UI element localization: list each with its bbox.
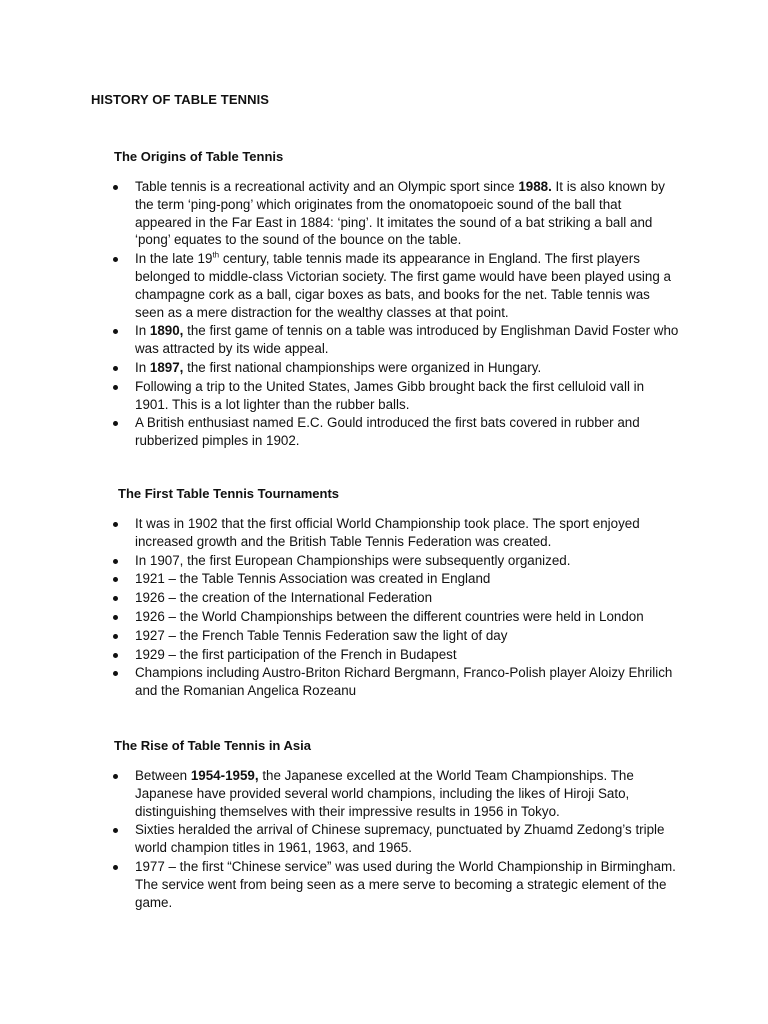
list-item-text: In 1907, the first European Championships were subsequently organized.: [135, 552, 571, 568]
list-item-text: 1977 – the first “Chinese service” was used during the World Championship in Birmingham. The service went from being seen as a mere serve to becoming a strategic element of the game.: [135, 858, 676, 910]
bullet-icon: [113, 185, 118, 190]
list-item-text: Following a trip to the United States, James Gibb brought back the first celluloid vall in 1901. This is a lot lighter than the rubber balls.: [135, 378, 645, 412]
bullet-icon: [113, 774, 118, 779]
bullet-icon: [113, 653, 118, 658]
list-item-text: In 1897, the first national championships were organized in Hungary.: [135, 359, 542, 375]
asia-bullet-list: [0, 767, 768, 912]
bullet-icon: [113, 329, 118, 334]
list-item-text: In 1890, the first game of tennis on a table was introduced by Englishman David Foster who was attracted by its wide appeal.: [135, 323, 679, 357]
document-title: HISTORY OF TABLE TENNIS: [91, 92, 270, 107]
list-item: [0, 515, 680, 551]
bullet-icon: [113, 522, 118, 527]
list-item-text: 1929 – the first participation of the French in Budapest: [135, 646, 457, 662]
bullet-icon: [113, 385, 118, 390]
bullet-icon: [113, 257, 118, 262]
list-item: [0, 570, 680, 588]
bullet-icon: [113, 634, 118, 639]
list-item: [0, 552, 680, 570]
bullet-icon: [113, 865, 118, 870]
list-item-text: 1926 – the creation of the International Federation: [135, 590, 433, 606]
list-item: [0, 589, 680, 607]
list-item-text: 1926 – the World Championships between the different countries were held in London: [135, 608, 644, 624]
list-item-text: Sixties heralded the arrival of Chinese supremacy, punctuated by Zhuamd Zedong’s triple world champion titles in 1961, 1963, and 1965.: [135, 822, 665, 856]
bullet-icon: [113, 559, 118, 564]
list-item: [0, 178, 680, 249]
list-item-text: Between 1954-1959, the Japanese excelled at the World Team Championships. The Japanese have provided several world champions, including the likes of Hiroji Sato, distinguishing themselves with their impressive results in 1956 in Tokyo.: [135, 768, 634, 819]
list-item-text: A British enthusiast named E.C. Gould introduced the first bats covered in rubber and rubberized pimples in 1902.: [135, 415, 640, 449]
list-item: [0, 664, 680, 700]
section-heading-tournaments: The First Table Tennis Tournaments: [118, 486, 340, 501]
bullet-icon: [113, 577, 118, 582]
list-item: [0, 250, 680, 321]
list-item-text: Champions including Austro-Briton Richard Bergmann, Franco-Polish player Aloizy Ehrilich and the Romanian Angelica Rozeanu: [135, 665, 673, 699]
list-item-text: 1927 – the French Table Tennis Federation saw the light of day: [135, 627, 508, 643]
bullet-icon: [113, 615, 118, 620]
list-item: [0, 378, 680, 414]
bullet-icon: [113, 671, 118, 676]
tournaments-bullet-list: [0, 515, 768, 701]
bullet-icon: [113, 421, 118, 426]
list-item: [0, 821, 680, 857]
list-item: [0, 767, 680, 820]
bullet-icon: [113, 366, 118, 371]
list-item-text: Table tennis is a recreational activity and an Olympic sport since 1988. It is also known by the term ‘ping-pong’ which originates from the onomatopoeic sound of the ball that appeared in the Far East in 1884: ‘ping’. It imitates the sound of a bat striking a ball and ‘pong’ equates to the sound of the bounce on the table.: [135, 179, 665, 248]
origins-bullet-list: [0, 178, 768, 451]
list-item-text: 1921 – the Table Tennis Association was created in England: [135, 571, 491, 587]
bullet-icon: [113, 828, 118, 833]
list-item: [0, 858, 680, 911]
bullet-icon: [113, 596, 118, 601]
list-item: [0, 608, 680, 626]
list-item: [0, 359, 680, 377]
list-item-text: In the late 19th century, table tennis made its appearance in England. The first players belonged to middle-class Victorian society. The first game would have been played using a champagne cork as a ball, cigar boxes as bats, and books for the net. Table tennis was seen as a mere distraction for the wealthy classes at that point.: [135, 250, 671, 320]
list-item-text: It was in 1902 that the first official World Championship took place. The sport enjoyed increased growth and the British Table Tennis Federation was created.: [135, 516, 640, 549]
section-heading-origins: The Origins of Table Tennis: [114, 149, 284, 164]
list-item: [0, 414, 680, 450]
list-item: [0, 646, 680, 664]
list-item: [0, 322, 680, 358]
list-item: [0, 627, 680, 645]
section-heading-asia: The Rise of Table Tennis in Asia: [114, 738, 311, 753]
